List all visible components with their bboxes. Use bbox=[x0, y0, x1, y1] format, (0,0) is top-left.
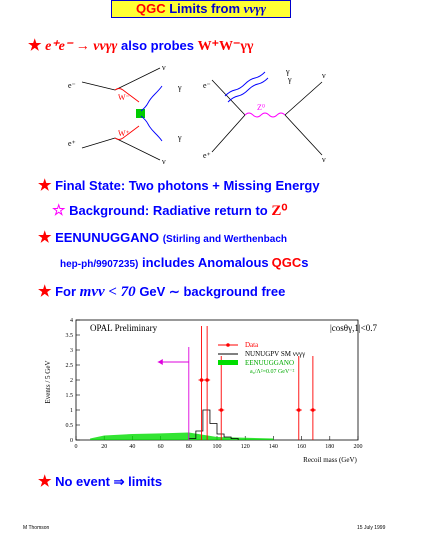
y-tick-label: 3 bbox=[70, 348, 73, 354]
label-nu-1: ν bbox=[162, 63, 166, 72]
y-tick-label: 0.5 bbox=[65, 423, 73, 429]
x-tick-label: 160 bbox=[297, 444, 307, 450]
label-nu-r1: ν bbox=[322, 71, 326, 80]
data-point bbox=[219, 408, 223, 412]
intro-line bbox=[28, 36, 253, 55]
label-gamma-r1: γ bbox=[286, 67, 290, 76]
legend-sm: NUNUGPV SM ννγγ bbox=[245, 350, 306, 358]
x-tick-label: 100 bbox=[212, 444, 222, 450]
footer-author: M Thomson bbox=[23, 525, 50, 531]
y-tick-label: 4 bbox=[70, 318, 73, 324]
y-tick-label: 2.5 bbox=[65, 363, 73, 369]
bullet-text2: GeV ∼ background free bbox=[139, 284, 286, 299]
bullet-text: No event ⇒ limits bbox=[55, 474, 163, 489]
label-w-minus: W⁻ bbox=[118, 93, 130, 102]
y-tick-label: 1.5 bbox=[65, 393, 73, 399]
star-icon: ★ bbox=[28, 37, 42, 54]
star-icon: ★ bbox=[38, 177, 52, 194]
bullet-text: Final State: Two photons + Missing Energy bbox=[55, 178, 320, 193]
bullet-text: Background: Radiative return to bbox=[69, 203, 268, 218]
process-math: e⁺e⁻ → ννγγ bbox=[45, 39, 118, 54]
x-tick-label: 0 bbox=[74, 444, 78, 450]
bullet-for-mnn bbox=[38, 282, 285, 301]
qgc-highlight: QGC bbox=[271, 255, 302, 270]
y-tick-label: 0 bbox=[70, 438, 73, 444]
page-title bbox=[111, 0, 291, 18]
bullet-text: includes Anomalous bbox=[142, 255, 269, 270]
label-w-plus: W⁺ bbox=[118, 129, 130, 138]
bullet-hepph bbox=[60, 255, 309, 270]
data-point bbox=[311, 408, 315, 412]
data-point bbox=[205, 378, 209, 382]
title-math: ννγγ bbox=[243, 1, 267, 16]
intro-text: also probes bbox=[121, 38, 194, 53]
label-e-plus-r: e⁺ bbox=[203, 151, 211, 160]
x-tick-label: 60 bbox=[157, 444, 164, 450]
bullet-final-state bbox=[38, 176, 320, 194]
y-axis-label: Events / 5 GeV bbox=[44, 360, 52, 404]
label-e-plus: e⁺ bbox=[68, 139, 76, 148]
x-tick-label: 120 bbox=[240, 444, 250, 450]
bullet-small: (Stirling and Werthenbach bbox=[162, 234, 287, 245]
ww-math: W⁺W⁻γγ bbox=[197, 39, 254, 54]
title-rest: Limits from bbox=[169, 1, 241, 16]
x-tick-label: 180 bbox=[325, 444, 335, 450]
legend-data: Data bbox=[245, 341, 259, 349]
title-prefix: QGC bbox=[135, 1, 166, 16]
label-nu-r2: ν bbox=[322, 155, 326, 164]
bullet-no-event bbox=[38, 472, 162, 490]
star-icon: ★ bbox=[38, 229, 52, 246]
star-icon: ★ bbox=[38, 283, 52, 300]
label-gamma-2: γ bbox=[178, 133, 182, 142]
bullet-background bbox=[52, 201, 287, 220]
bullet-small: hep-ph/9907235) bbox=[60, 259, 139, 270]
label-gamma-r2: γ bbox=[288, 75, 292, 84]
label-gamma-1: γ bbox=[178, 83, 182, 92]
data-point bbox=[200, 378, 204, 382]
x-tick-label: 40 bbox=[129, 444, 136, 450]
y-tick-label: 3.5 bbox=[65, 333, 73, 339]
bullet-text: For bbox=[55, 284, 77, 299]
bullet-text: EENUNUGGANO bbox=[55, 230, 160, 245]
x-tick-label: 140 bbox=[268, 444, 278, 450]
legend-qgc: EENUUGGANO bbox=[245, 359, 294, 367]
x-tick-label: 20 bbox=[101, 444, 108, 450]
star-outline-icon: ☆ bbox=[52, 202, 66, 219]
y-tick-label: 1 bbox=[70, 408, 73, 414]
star-icon: ★ bbox=[38, 473, 52, 490]
x-tick-label: 80 bbox=[185, 444, 192, 450]
y-tick-label: 2 bbox=[70, 378, 73, 384]
chart-title: OPAL Preliminary bbox=[90, 323, 158, 333]
x-axis-label: Recoil mass (GeV) bbox=[303, 456, 357, 464]
mnn-math: mνν < 70 bbox=[79, 284, 136, 300]
feynman-diagrams bbox=[60, 60, 380, 170]
bullet-eenunuggano bbox=[38, 228, 287, 246]
z0-math: Z⁰ bbox=[271, 203, 288, 219]
diagram-left bbox=[68, 63, 182, 166]
cut-label: |cosθγ,1|<0.7 bbox=[330, 323, 377, 333]
legend-qgc-param: a₀/Λ²=0.07 GeV⁻² bbox=[250, 369, 295, 375]
recoil-mass-chart bbox=[40, 312, 385, 464]
label-z0: Z⁰ bbox=[257, 103, 266, 112]
label-e-minus: e⁻ bbox=[68, 81, 76, 90]
bullet-tail: s bbox=[301, 255, 309, 270]
footer-date: 15 July 1999 bbox=[357, 525, 386, 531]
data-point bbox=[297, 408, 301, 412]
diagram-right bbox=[203, 67, 326, 164]
x-tick-label: 200 bbox=[353, 444, 363, 450]
label-nu-2: ν bbox=[162, 157, 166, 166]
label-e-minus-r: e⁻ bbox=[203, 81, 211, 90]
